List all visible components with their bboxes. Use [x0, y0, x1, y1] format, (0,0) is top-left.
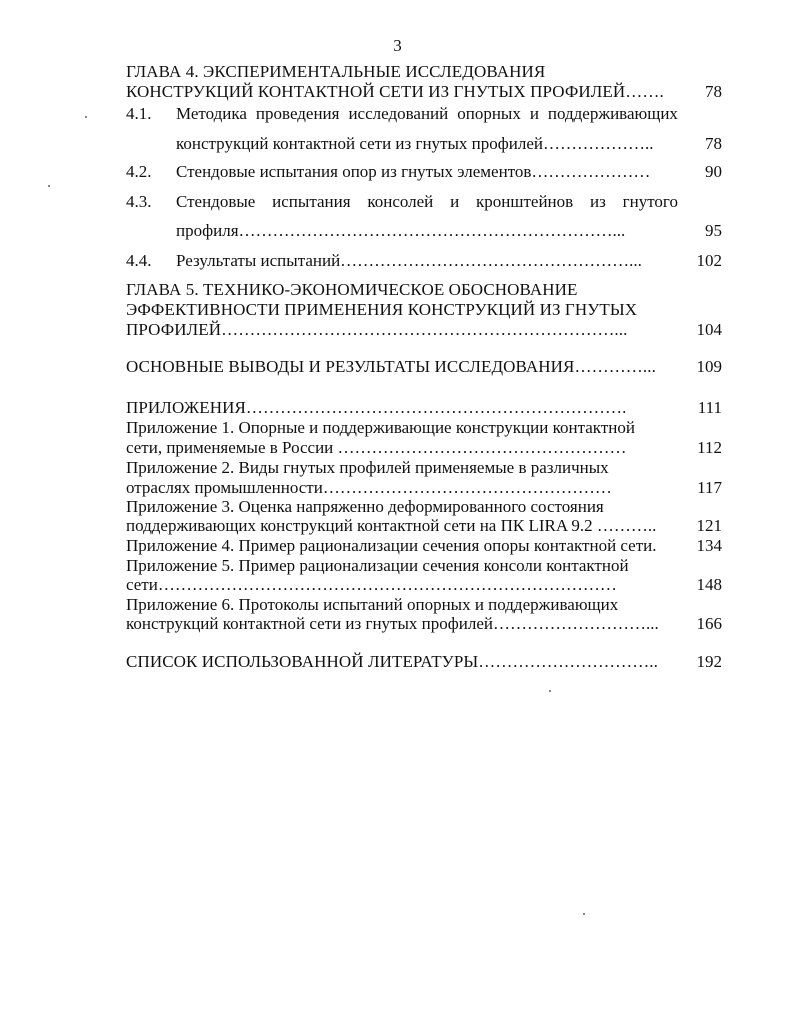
- page-number: 3: [393, 36, 402, 55]
- word: поддерживающих: [547, 104, 678, 123]
- appendices-page: 111: [697, 398, 722, 417]
- section-4-1-page: 78: [705, 134, 722, 153]
- appendix-4-page: 134: [696, 536, 722, 555]
- appendix-2-page: 117: [697, 478, 722, 497]
- appendix-6-page: 166: [696, 614, 722, 633]
- appendix-5-line-2: сети………………………………………………………………………: [126, 575, 617, 594]
- section-4-4-page: 102: [696, 251, 722, 270]
- word: проведения: [255, 104, 340, 123]
- word: гнутого: [622, 192, 678, 211]
- appendix-2-line-1: Приложение 2. Виды гнутых профилей применяемые в различных: [126, 458, 609, 477]
- appendix-2-line-2: отраслях промышленности……………………………………………: [126, 478, 612, 497]
- scan-speck: [549, 690, 551, 692]
- chapter-4-title-line-1: ГЛАВА 4. ЭКСПЕРИМЕНТАЛЬНЫЕ ИССЛЕДОВАНИЯ: [126, 62, 546, 81]
- section-4-1-line-1: [176, 104, 678, 124]
- references-page: 192: [696, 652, 722, 671]
- section-4-3-line-1: [176, 192, 678, 212]
- chapter-4-title-line-2: КОНСТРУКЦИЙ КОНТАКТНОЙ СЕТИ ИЗ ГНУТЫХ ПРОФИЛЕЙ…….: [126, 82, 664, 101]
- word: из: [589, 192, 606, 211]
- conclusions-page: 109: [696, 357, 722, 376]
- scan-speck: [85, 116, 87, 118]
- chapter-5-page: 104: [696, 320, 722, 339]
- section-4-1-line-2: конструкций контактной сети из гнутых профилей………………..: [176, 134, 654, 153]
- references-title: СПИСОК ИСПОЛЬЗОВАННОЙ ЛИТЕРАТУРЫ…………………………..: [126, 652, 658, 671]
- appendix-6-line-2: конструкций контактной сети из гнутых профилей………………………...: [126, 614, 659, 633]
- word: и: [450, 192, 460, 211]
- word: опорных: [457, 104, 521, 123]
- conclusions-title: ОСНОВНЫЕ ВЫВОДЫ И РЕЗУЛЬТАТЫ ИССЛЕДОВАНИЯ…………...: [126, 357, 656, 376]
- appendix-3-page: 121: [696, 516, 722, 535]
- word: Методика: [176, 104, 247, 123]
- section-4-4-number: 4.4.: [126, 251, 152, 270]
- appendix-1-line-2: сети, применяемые в России ……………………………………………: [126, 438, 627, 457]
- section-4-2-title: Стендовые испытания опор из гнутых элементов…………………: [176, 162, 651, 181]
- chapter-5-title-line-3: ПРОФИЛЕЙ……………………………………………………………...: [126, 320, 628, 339]
- appendix-5-page: 148: [696, 575, 722, 594]
- section-4-2-number: 4.2.: [126, 162, 152, 181]
- appendix-3-line-1: Приложение 3. Оценка напряженно деформированного состояния: [126, 497, 604, 516]
- section-4-3-line-2: профиля…………………………………………………………...: [176, 221, 626, 240]
- word: исследований: [348, 104, 449, 123]
- appendix-3-line-2: поддерживающих конструкций контактной сети на ПК LIRA 9.2 ………..: [126, 516, 657, 535]
- section-4-1-number: 4.1.: [126, 104, 152, 123]
- scan-speck: [583, 913, 585, 915]
- chapter-5-title-line-1: ГЛАВА 5. ТЕХНИКО-ЭКОНОМИЧЕСКОЕ ОБОСНОВАНИЕ: [126, 280, 578, 299]
- appendices-title: ПРИЛОЖЕНИЯ………………………………………………………….: [126, 398, 627, 417]
- appendix-1-line-1: Приложение 1. Опорные и поддерживающие конструкции контактной: [126, 418, 635, 437]
- appendix-1-page: 112: [697, 438, 722, 457]
- appendix-5-line-1: Приложение 5. Пример рационализации сечения консоли контактной: [126, 556, 629, 575]
- word: консолей: [367, 192, 434, 211]
- word: испытания: [272, 192, 351, 211]
- word: и: [529, 104, 539, 123]
- section-4-4-title: Результаты испытаний……………………………………………...: [176, 251, 642, 270]
- section-4-2-page: 90: [705, 162, 722, 181]
- appendix-4-line-1: Приложение 4. Пример рационализации сечения опоры контактной сети.: [126, 536, 657, 555]
- section-4-3-page: 95: [705, 221, 722, 240]
- chapter-4-page: 78: [705, 82, 722, 101]
- section-4-3-number: 4.3.: [126, 192, 152, 211]
- chapter-5-title-line-2: ЭФФЕКТИВНОСТИ ПРИМЕНЕНИЯ КОНСТРУКЦИЙ ИЗ ГНУТЫХ: [126, 300, 638, 319]
- scan-speck: [48, 185, 50, 187]
- word: Стендовые: [176, 192, 256, 211]
- appendix-6-line-1: Приложение 6. Протоколы испытаний опорных и поддерживающих: [126, 595, 619, 614]
- word: кронштейнов: [476, 192, 574, 211]
